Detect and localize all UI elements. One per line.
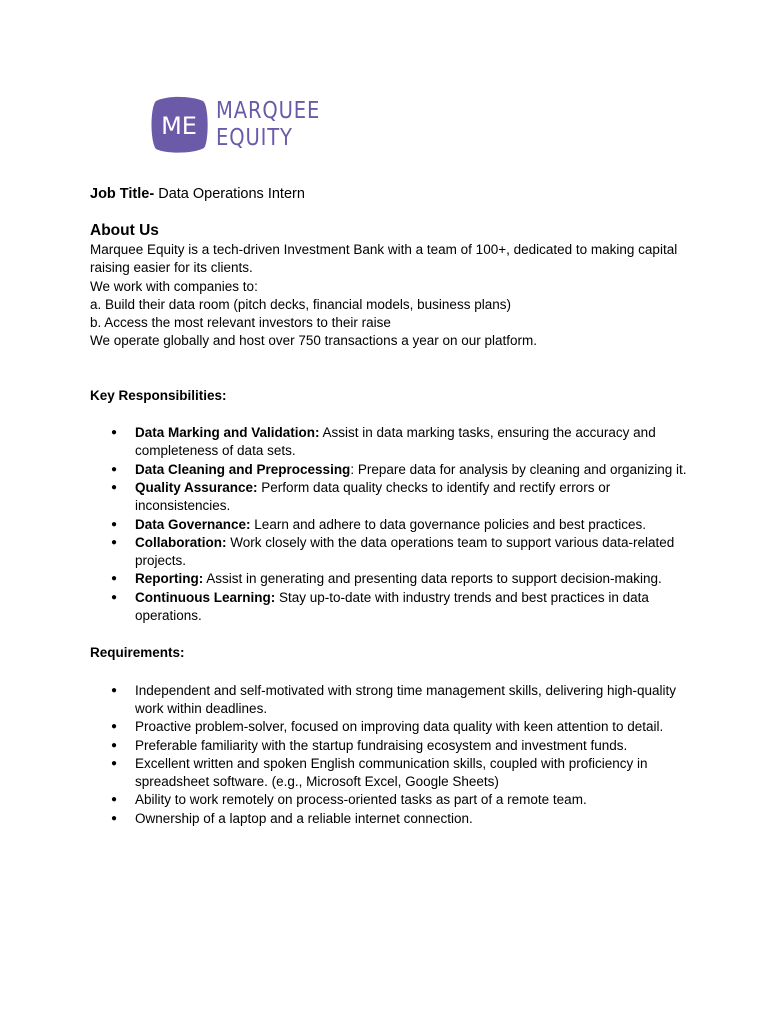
responsibility-title: Data Marking and Validation:: [135, 425, 320, 441]
logo-word-equity: EQUITY: [216, 125, 293, 151]
logo-mark-text: ME: [161, 112, 197, 140]
about-line: b. Access the most relevant investors to their raise: [90, 315, 391, 331]
responsibility-item: [90, 534, 690, 571]
job-title-line: [90, 184, 690, 204]
responsibility-title: Data Cleaning and Preprocessing: [135, 461, 351, 477]
about-line: a. Build their data room (pitch decks, financial models, business plans): [90, 296, 511, 312]
responsibility-item: [90, 461, 690, 479]
requirements-heading: Requirements:: [90, 645, 185, 661]
responsibility-item: [90, 516, 690, 534]
requirement-item: ● Independent and self-motivated with strong time management skills, delivering high-quality work within deadlines.: [90, 682, 690, 719]
responsibility-text: Assist in data marking tasks, ensuring the accuracy and completeness of data sets.: [135, 425, 656, 459]
about-line: Marquee Equity is a tech-driven Investment Bank with a team of 100+, dedicated to making capital raising easier for its clients.: [90, 242, 678, 276]
responsibilities-heading: Key Responsibilities:: [90, 387, 227, 403]
responsibility-title: Quality Assurance:: [135, 479, 258, 495]
job-description: [90, 184, 690, 828]
responsibility-text: : Prepare data for analysis by cleaning and organizing it.: [350, 461, 687, 477]
requirement-item: ● Proactive problem-solver, focused on improving data quality with keen attention to detail.: [90, 718, 690, 736]
requirement-item: ● Preferable familiarity with the startup fundraising ecosystem and investment funds.: [90, 737, 690, 755]
logo-word-marquee: MARQUEE: [216, 98, 321, 124]
job-title-value: Data Operations Intern: [154, 186, 305, 202]
responsibility-text: Stay up-to-date with industry trends and best practices in data operations.: [135, 589, 649, 624]
responsibility-item: [90, 589, 690, 626]
job-title-label: Job Title-: [90, 186, 155, 202]
responsibility-title: Reporting:: [135, 571, 204, 587]
responsibility-text: Perform data quality checks to identify and rectify errors or inconsistencies.: [135, 479, 611, 514]
responsibility-text: Learn and adhere to data governance policies and best practices.: [250, 516, 647, 532]
requirements-list: [90, 682, 690, 828]
responsibility-item: [90, 424, 690, 461]
about-line: We work with companies to:: [90, 278, 258, 294]
responsibility-title: Collaboration:: [135, 534, 227, 550]
responsibility-item: [90, 570, 690, 588]
requirement-item: ● Excellent written and spoken English communication skills, coupled with proficiency in spreadsheet software. (e.g., Microsoft Excel, Google Sheets): [90, 755, 690, 792]
requirement-item: ● Ability to work remotely on process-oriented tasks as part of a remote team.: [90, 791, 690, 809]
logo-wordmark: [216, 100, 339, 150]
responsibility-text: Work closely with the data operations team to support various data-related projects.: [135, 534, 675, 569]
responsibility-title: Data Governance:: [135, 516, 251, 532]
responsibility-title: Continuous Learning:: [135, 589, 276, 605]
about-line: We operate globally and host over 750 transactions a year on our platform.: [90, 333, 538, 349]
company-logo: [148, 94, 339, 156]
responsibilities-list: [90, 424, 690, 625]
responsibility-text: Assist in generating and presenting data reports to support decision-making.: [203, 571, 662, 587]
requirement-item: ● Ownership of a laptop and a reliable internet connection.: [90, 810, 690, 828]
about-heading: About Us: [90, 222, 159, 239]
logo-mark: [148, 94, 210, 156]
responsibility-item: [90, 479, 690, 516]
